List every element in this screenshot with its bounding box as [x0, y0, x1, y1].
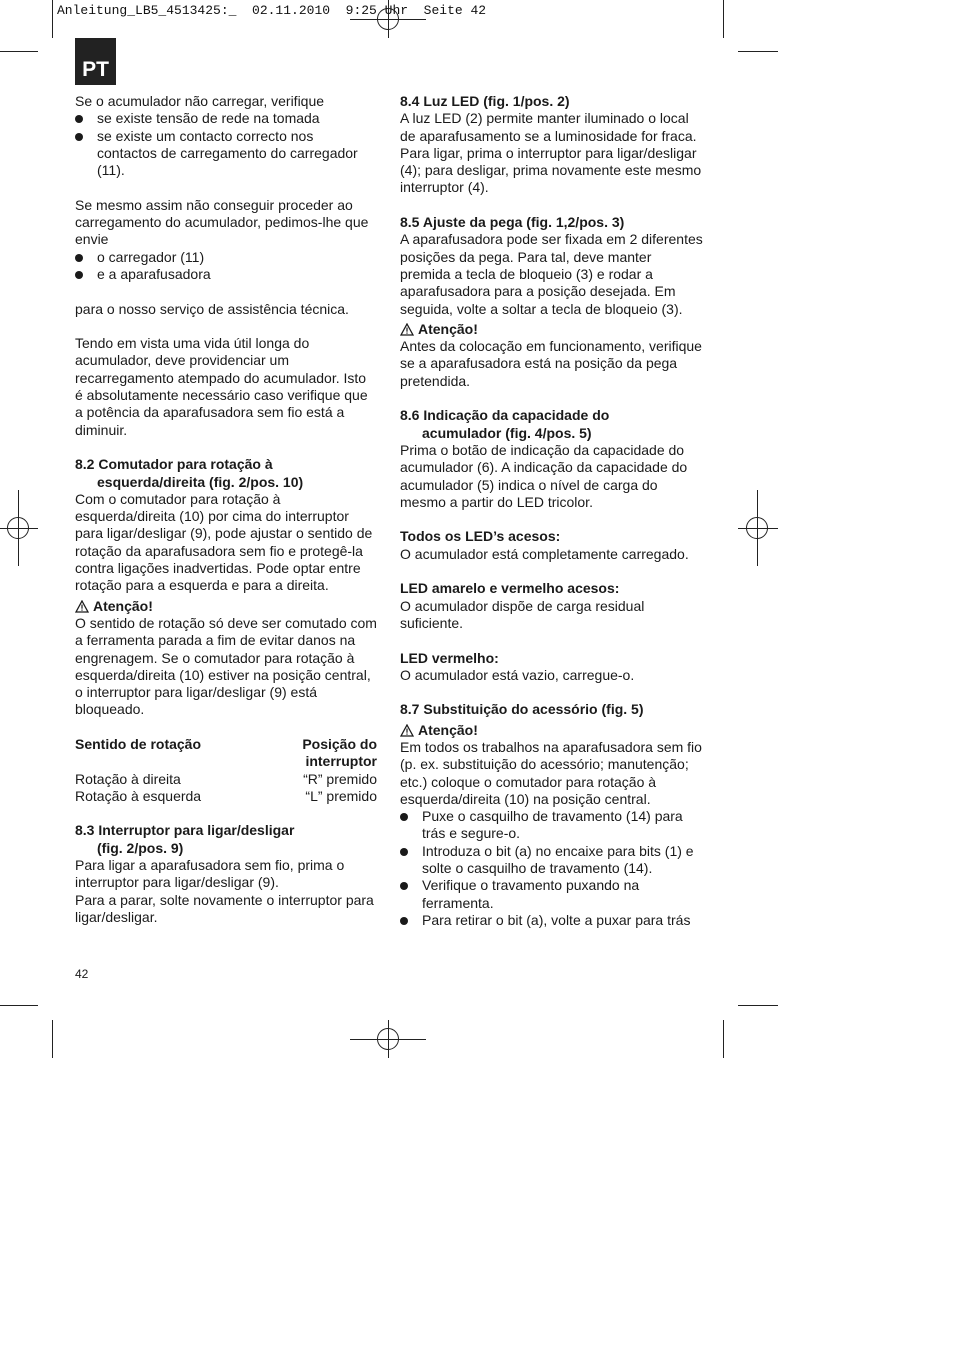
- warning-text: Atenção!: [418, 721, 478, 738]
- table-cell: Rotação à esquerda: [75, 787, 202, 804]
- section-heading: 8.3 Interruptor para ligar/desligar: [75, 822, 295, 839]
- list-item: Introduza o bit (a) no encaixe para bits (1) e solte o casquilho de travamento (14).: [400, 843, 705, 878]
- section-heading-cont: esquerda/direita (fig. 2/pos. 10): [97, 473, 304, 490]
- page-number: 42: [75, 967, 89, 981]
- crop-mark: [0, 51, 38, 52]
- table-cell: “L” premido: [305, 787, 377, 804]
- registration-mark: [746, 517, 768, 539]
- bullet-list: [75, 110, 377, 179]
- paragraph: A luz LED (2) permite manter iluminado o local de aparafusamento se a luminosidade for fraca. Para ligar, prima o interruptor para ligar/desligar (4); para desligar, prima novamente este mesmo interruptor (4).: [400, 110, 702, 196]
- section-heading: 8.5 Ajuste da pega (fig. 1,2/pos. 3): [400, 214, 625, 231]
- paragraph: Se mesmo assim não conseguir proceder ao carregamento do acumulador, pedimos-lhe que envie: [75, 196, 369, 248]
- section-heading: 8.6 Indicação da capacidade do: [400, 407, 610, 424]
- paragraph: A aparafusadora pode ser fixada em 2 diferentes posições da pega. Para tal, deve manter premida a tecla de bloqueio (3) e rodar a aparafusadora para a posição desejada. Em seguida, volte a soltar a tecla de bloqueio (3).: [400, 231, 703, 317]
- bullet-list: [75, 249, 377, 284]
- section-heading: 8.4 Luz LED (fig. 1/pos. 2): [400, 93, 570, 109]
- list-item: Puxe o casquilho de travamento (14) para trás e segure-o.: [400, 808, 705, 843]
- section-heading: 8.2 Comutador para rotação à: [75, 456, 273, 473]
- paragraph: Com o comutador para rotação à esquerda/direita (10) por cima do interruptor para ligar/desligar (9), pode ajustar o sentido de rotação da aparafusadora sem fio e protegê-la contra ligações inadvertidas. Pode optar entre rotação para a esquerda e para a direita.: [75, 490, 373, 594]
- warning-label: [400, 722, 705, 739]
- crop-mark: [723, 1020, 724, 1058]
- crop-mark: [738, 51, 778, 52]
- paragraph: Prima o botão de indicação da capacidade do acumulador (6). A indicação da capacidade do acumulador (5) indica o nível de carga do mesmo a partir do LED tricolor.: [400, 441, 688, 510]
- crop-mark: [52, 0, 53, 38]
- registration-mark: [7, 517, 29, 539]
- list-item: Para retirar o bit (a), volte a puxar para trás: [400, 912, 705, 929]
- left-column: [75, 93, 377, 926]
- section-heading: 8.7 Substituição do acessório (fig. 5): [400, 701, 644, 718]
- paragraph: Para a parar, solte novamente o interruptor para ligar/desligar.: [75, 891, 374, 925]
- subheading: LED amarelo e vermelho acesos:: [400, 580, 620, 597]
- rotation-table: [75, 736, 377, 805]
- print-slug: Anleitung_LB5_4513425:_ 02.11.2010 9:25 Uhr Seite 42: [57, 3, 487, 18]
- section-heading-cont: acumulador (fig. 4/pos. 5): [422, 424, 592, 441]
- table-cell: “R” premido: [303, 770, 377, 787]
- paragraph: Se o acumulador não carregar, verifique: [75, 93, 325, 109]
- table-header: Sentido de rotação: [75, 735, 202, 752]
- list-item: o carregador (11): [75, 249, 377, 266]
- warning-icon: [400, 323, 414, 336]
- warning-text: Atenção!: [418, 320, 478, 337]
- table-row: [75, 788, 377, 805]
- registration-mark: [377, 1028, 399, 1050]
- paragraph: O acumulador está vazio, carregue-o.: [400, 666, 635, 683]
- paragraph: Em todos os trabalhos na aparafusadora sem fio (p. ex. substituição do acessório; manutenção; etc.) coloque o comutador para rotação à esquerda/direita (10) na posição central.: [400, 738, 702, 807]
- right-column: [400, 93, 705, 929]
- warning-label: [400, 321, 705, 338]
- table-cell: Rotação à direita: [75, 770, 181, 787]
- warning-text: Atenção!: [93, 597, 153, 614]
- paragraph: O sentido de rotação só deve ser comutado com a ferramenta parada a fim de evitar danos na engrenagem. Se o comutador para rotação à esquerda/direita (10) estiver na posição central, o interruptor para ligar/desligar (9) está bloqueado.: [75, 614, 377, 718]
- list-item: se existe tensão de rede na tomada: [75, 110, 377, 127]
- list-item: e a aparafusadora: [75, 266, 377, 283]
- paragraph: Para ligar a aparafusadora sem fio, prima o interruptor para ligar/desligar (9).: [75, 857, 345, 891]
- crop-mark: [52, 1020, 53, 1058]
- paragraph: para o nosso serviço de assistência técnica.: [75, 300, 349, 317]
- crop-mark: [723, 0, 724, 38]
- bullet-list: [400, 808, 705, 929]
- crop-mark: [738, 1005, 778, 1006]
- warning-icon: [75, 600, 89, 613]
- paragraph: O acumulador dispõe de carga residual suficiente.: [400, 597, 645, 631]
- table-row: [75, 771, 377, 788]
- paragraph: Tendo em vista uma vida útil longa do acumulador, deve providenciar um recarregamento atempado do acumulador. Isto é absolutamente necessário caso verifique que a potência da aparafusadora sem fio está a diminuir.: [75, 335, 368, 438]
- section-heading-cont: (fig. 2/pos. 9): [97, 839, 184, 856]
- warning-label: [75, 598, 377, 615]
- paragraph: Antes da colocação em funcionamento, verifique se a aparafusadora está na posição da pega pretendida.: [400, 338, 702, 389]
- crop-mark: [0, 1005, 38, 1006]
- table-header: Posição do interruptor: [302, 735, 377, 770]
- paragraph: O acumulador está completamente carregado.: [400, 545, 689, 562]
- language-badge: PT: [75, 38, 116, 85]
- subheading: LED vermelho:: [400, 649, 499, 666]
- subheading: Todos os LED’s acesos:: [400, 528, 561, 545]
- warning-icon: [400, 724, 414, 737]
- list-item: Verifique o travamento puxando na ferramenta.: [400, 877, 705, 912]
- list-item: se existe um contacto correcto nos contactos de carregamento do carregador (11).: [75, 128, 377, 180]
